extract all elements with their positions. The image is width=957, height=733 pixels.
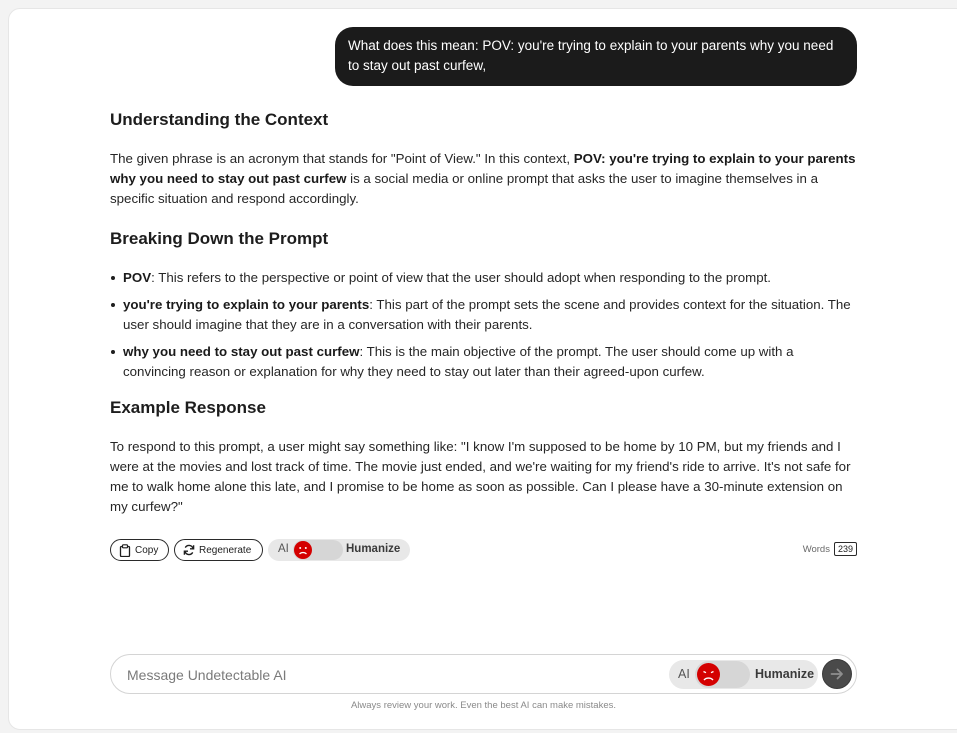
bullet-text: : This part of the prompt sets the scene and provides context for the situation. The user should imagine that they are in a conversation with their parents. xyxy=(123,297,851,332)
bullet-term: why you need to stay out past curfew xyxy=(123,344,360,359)
assistant-answer xyxy=(110,108,860,517)
arrow-right-icon xyxy=(830,667,844,681)
list-item xyxy=(110,342,860,382)
answer-heading-breakdown: Breaking Down the Prompt xyxy=(110,229,329,248)
words-label: Words xyxy=(802,543,830,555)
context-text-bold: POV: you're trying to explain to your parents why you need to stay out past curfew xyxy=(110,151,856,186)
bullet-text: : This is the main objective of the prompt. The user should come up with a convincing reason or explanation for why they need to stay out later than their agreed-upon curfew. xyxy=(123,344,794,379)
regenerate-button[interactable] xyxy=(174,539,263,561)
composer-toggle-humanize-label: Humanize xyxy=(755,667,815,681)
send-button[interactable] xyxy=(822,659,852,689)
words-count: 239 xyxy=(834,542,857,556)
context-text-a: The given phrase is an acronym that stands for "Point of View." In this context, xyxy=(110,151,574,166)
composer-toggle-track[interactable] xyxy=(695,661,750,688)
bullet-term: POV xyxy=(123,270,152,285)
answer-paragraph-example: To respond to this prompt, a user might say something like: "I know I'm supposed to be home by 10 PM, but my friends and I were at the movies and lost track of time. The movie just ended, and we're waiting for my friend's ride to arrive. It's not safe for me to walk home alone this late, and I promise to be home as soon as possible. Can I please have a 30-minute extension on my curfew?" xyxy=(110,439,851,514)
list-item xyxy=(110,295,860,335)
toggle-humanize-label: Humanize xyxy=(346,543,401,555)
regenerate-label: Regenerate xyxy=(199,544,252,556)
answer-paragraph-context xyxy=(110,149,860,209)
user-message-text: What does this mean: POV: you're trying to explain to your parents why you need to stay out past curfew, xyxy=(348,38,834,73)
sad-face-icon xyxy=(697,663,720,686)
message-composer xyxy=(110,654,857,694)
answer-heading-context: Understanding the Context xyxy=(110,110,329,129)
user-message-bubble xyxy=(335,27,857,86)
message-actions xyxy=(110,539,857,561)
answer-heading-example: Example Response xyxy=(110,398,266,417)
word-counter xyxy=(803,542,857,556)
copy-label: Copy xyxy=(135,544,159,556)
disclaimer-text: Always review your work. Even the best AI can make mistakes. xyxy=(350,700,617,711)
bullet-term: you're trying to explain to your parents xyxy=(123,297,370,312)
composer-humanize-toggle[interactable] xyxy=(669,660,818,689)
message-input[interactable] xyxy=(127,664,657,686)
context-text-c: is a social media or online prompt that asks the user to imagine themselves in a specific situation and respond accordingly. xyxy=(110,171,818,206)
copy-button[interactable] xyxy=(110,539,169,561)
breakdown-list xyxy=(110,268,860,382)
clipboard-icon xyxy=(119,544,131,557)
toggle-ai-label: AI xyxy=(278,543,289,555)
list-item xyxy=(110,268,860,288)
composer-toggle-ai-label: AI xyxy=(678,667,690,681)
humanize-toggle[interactable] xyxy=(268,539,410,561)
bullet-text: : This refers to the perspective or point of view that the user should adopt when responding to the prompt. xyxy=(151,270,771,285)
sad-face-icon xyxy=(294,541,312,559)
toggle-track[interactable] xyxy=(293,540,343,560)
refresh-icon xyxy=(183,544,195,556)
